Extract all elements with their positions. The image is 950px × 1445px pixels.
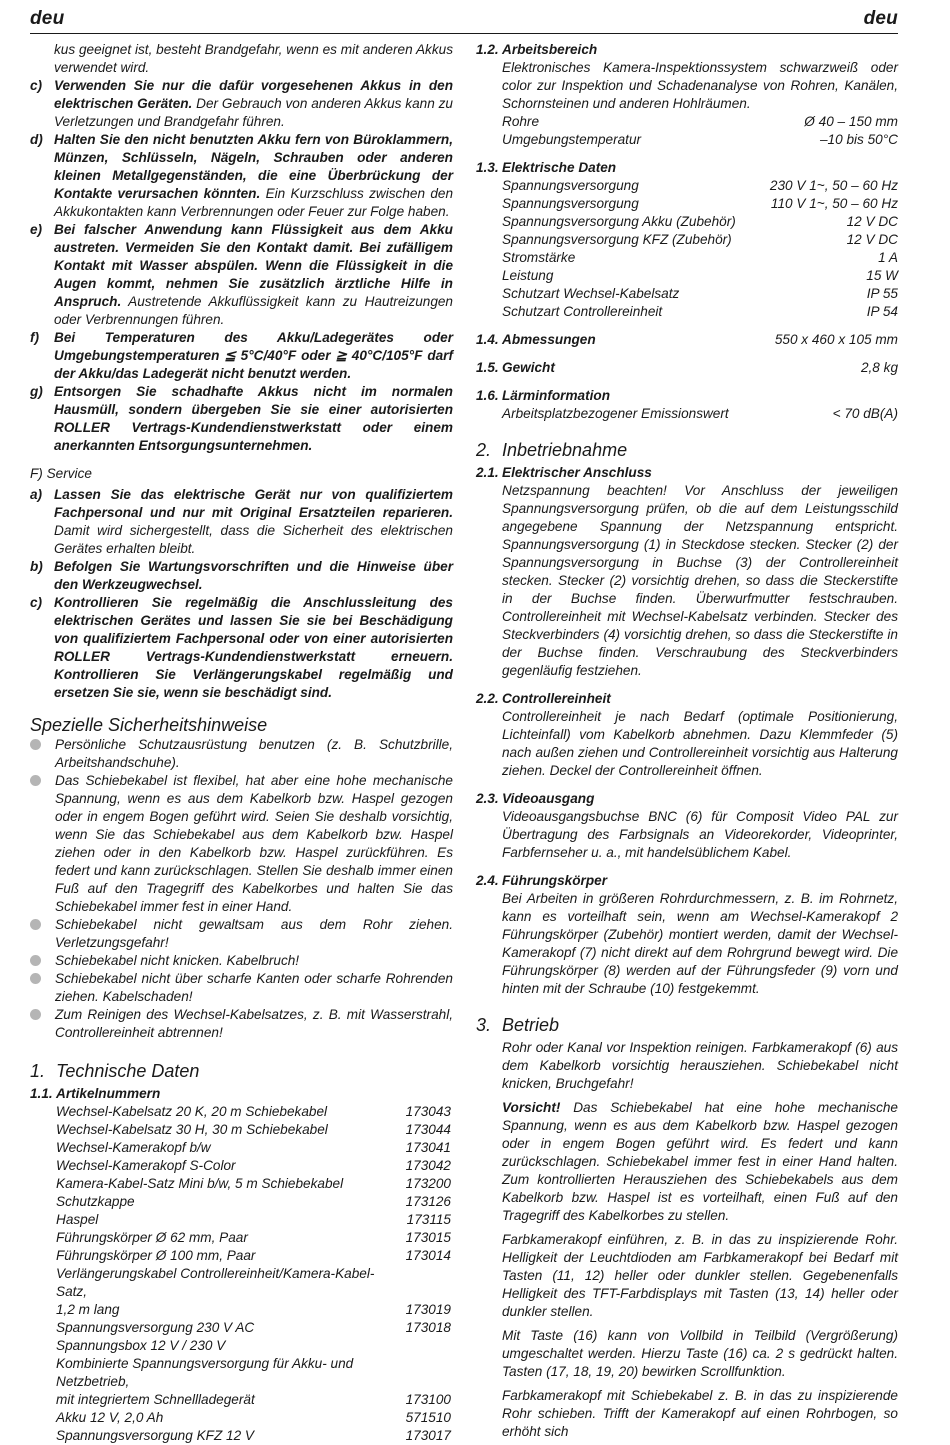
article-code: 173200	[405, 1176, 451, 1191]
article-name: Wechsel-Kabelsatz 20 K, 20 m Schiebekabel	[56, 1104, 328, 1119]
item-label: c)	[30, 78, 43, 93]
article-name: Kamera-Kabel-Satz Mini b/w, 5 m Schiebekabel	[56, 1176, 344, 1191]
bullet-item	[30, 736, 453, 772]
bullet-text: Persönliche Schutzausrüstung benutzen (z. B. Schutzbrille, Arbeitshandschuhe).	[55, 737, 453, 770]
article-row	[56, 1409, 451, 1427]
safety-item	[30, 329, 453, 383]
subsection-number: 1.5.	[476, 360, 499, 375]
article-row	[56, 1337, 451, 1355]
article-row	[56, 1103, 451, 1121]
spec-key: Stromstärke	[502, 250, 576, 265]
article-code: 571510	[405, 1410, 451, 1425]
section-title: Technische Daten	[56, 1061, 200, 1081]
spec-row	[502, 131, 898, 149]
article-code	[405, 1355, 451, 1391]
service-items	[30, 486, 453, 702]
article-name: Haspel	[56, 1212, 99, 1227]
spec-value: 12 V DC	[846, 214, 898, 229]
subsection-title: Artikelnummern	[56, 1086, 161, 1101]
article-row	[56, 1193, 451, 1211]
item-text	[54, 131, 453, 221]
article-name: Kombinierte Spannungsversorgung für Akku- und Netzbetrieb,	[56, 1356, 354, 1389]
spec-key: Spannungsversorgung	[502, 178, 639, 193]
spec-key: Spannungsversorgung Akku (Zubehör)	[502, 214, 736, 229]
article-code: 173100	[405, 1392, 451, 1407]
article-code: 173044	[405, 1122, 451, 1137]
item-bold-text: Halten Sie den nicht benutzten Akku fern von Büroklammern, Münzen, Schlüsseln, Nägeln, Schrauben oder anderen kleinen Metallgegenständen, die eine Überbrückung der Kontakte verursachen könnten.	[54, 132, 453, 201]
spec-row	[502, 213, 898, 231]
item-bold-text: Entsorgen Sie schadhafte Akkus nicht im normalen Hausmüll, sondern übergeben Sie sie einer autorisierten ROLLER Vertrags-Kundendienstwerkstatt oder einem anerkannten Entsorgungsunternehmen.	[54, 384, 453, 453]
spec-value: < 70 dB(A)	[832, 406, 898, 421]
subsection-number: 2.2.	[476, 691, 499, 706]
spec-key: Umgebungstemperatur	[502, 132, 642, 147]
article-row	[56, 1211, 451, 1229]
caution-text: Das Schiebekabel hat eine hohe mechanische Spannung, wenn es aus dem Kabelkorb bzw. Haspel gezogen oder in engem Bogen geführt wird. Es federt und kann zurückschlagen. Schiebekabel immer fest in einer Hand halten. Zum kontrollierten Herausziehen des Schiebekabels aus dem Kabelkorb bzw. Haspel ist es vorteilhaft, einen Fuß auf den Tragegriff des Kabelkorbes zu stellen.	[502, 1100, 898, 1223]
right-column	[476, 41, 898, 1441]
subsection-title: Abmessungen	[502, 332, 596, 347]
article-code: 173043	[405, 1104, 451, 1119]
spec-row	[502, 231, 898, 249]
spec-value: 15 W	[866, 268, 898, 283]
subsection-2-3-heading	[476, 790, 898, 808]
bullet-dot-icon	[30, 1009, 41, 1020]
spec-row	[502, 249, 898, 267]
section-number: 3.	[476, 1015, 492, 1035]
article-row	[56, 1265, 451, 1301]
item-text	[54, 383, 453, 455]
item-bold-text: Bei falscher Anwendung kann Flüssigkeit aus dem Akku austreten. Vermeiden Sie den Kontakt damit. Bei zufälligem Kontakt mit Wasser abspülen. Wenn die Flüssigkeit in die Augen kommt, nehmen Sie zusätzlich ärztliche Hilfe in Anspruch.	[54, 222, 453, 309]
spec-value: Ø 40 – 150 mm	[804, 114, 898, 129]
safety-item	[30, 221, 453, 329]
subsection-number: 2.1.	[476, 465, 499, 480]
article-name: Wechsel-Kabelsatz 30 H, 30 m Schiebekabel	[56, 1122, 328, 1137]
subsection-number: 1.2.	[476, 42, 499, 57]
subsection-1-6-heading	[476, 387, 898, 405]
article-row	[56, 1391, 451, 1409]
subsection-2-4-heading	[476, 872, 898, 890]
article-number-list	[30, 1103, 453, 1445]
spec-value: 230 V 1~, 50 – 60 Hz	[769, 178, 898, 193]
bullet-dot-icon	[30, 775, 41, 786]
dimensions-row	[476, 331, 898, 349]
subsection-title: Elektrischer Anschluss	[502, 465, 652, 480]
special-safety-list	[30, 736, 453, 1042]
noise-info-values	[476, 405, 898, 423]
section-title: Inbetriebnahme	[502, 440, 628, 460]
spec-row	[502, 195, 898, 213]
safety-item	[30, 131, 453, 221]
spec-value: IP 55	[866, 286, 898, 301]
continued-text: kus geeignet ist, besteht Brandgefahr, wenn es mit anderen Akkus verwendet wird.	[54, 42, 453, 75]
weight-value: 2,8 kg	[860, 360, 898, 375]
spec-key: Leistung	[502, 268, 554, 283]
weight-row	[476, 359, 898, 377]
spec-value: 110 V 1~, 50 – 60 Hz	[770, 196, 898, 211]
operation-paragraph-3: Farbkamerakopf einführen, z. B. in das zu inspizierende Rohr. Helligkeit der Leuchtdioden am Farbkamerakopf bei Bedarf mit Tasten (11, 12) heller oder dunkler stellen. Gegebenenfalls Helligkeit des TFT-Farbdisplays mit Tasten (13, 14) heller oder dunkler stellen.	[502, 1232, 898, 1319]
article-name: mit integriertem Schnellladegerät	[56, 1392, 255, 1407]
bullet-text: Schiebekabel nicht knicken. Kabelbruch!	[55, 953, 300, 968]
item-text	[54, 329, 453, 383]
spec-value: 1 A	[878, 250, 898, 265]
article-name: Führungskörper Ø 100 mm, Paar	[56, 1248, 256, 1263]
section-number: 1.	[30, 1061, 46, 1081]
subsection-number: 2.4.	[476, 873, 499, 888]
spec-key: Schutzart Controllereinheit	[502, 304, 663, 319]
bullet-dot-icon	[30, 919, 41, 930]
electrical-connection-text: Netzspannung beachten! Vor Anschluss der jeweiligen Spannungsversorgung prüfen, ob die auf dem Leistungsschild angegebene Spannung der Netzspannung entspricht. Spannungsversorgung (1) in Steckdose stecken. Stecker (2) der Spannungsversorgung in Buchse (3) der Controllereinheit stecken. Stecker (2) vorsichtig drehen, so dass die Steckerstifte in der Buchse finden. Überwurfmutter festschrauben. Controllereinheit mit Wechsel-Kabelsatz verbinden. Stecker des Steckverbinders (4) vorsichtig drehen, so dass die Steckerstifte in der Buchse finden. Verschraubung des Steckverbinders gegenläufig festziehen.	[502, 483, 898, 678]
article-row	[56, 1175, 451, 1193]
article-code: 173041	[405, 1140, 451, 1155]
item-bold-text: Kontrollieren Sie regelmäßig die Anschlussleitung des elektrischen Gerätes und lassen Sie sie bei Beschädigung von qualifiziertem Fachpersonal oder von einer autorisierten ROLLER Vertrags-Kundendienstwerkstatt erneuern. Kontrollieren Sie Verlängerungskabel regelmäßig und ersetzen Sie sie, wenn sie beschädigt sind.	[54, 595, 453, 700]
article-code: 173042	[405, 1158, 451, 1173]
article-code: 173014	[405, 1248, 451, 1263]
article-row	[56, 1157, 451, 1175]
article-name: Akku 12 V, 2,0 Ah	[56, 1410, 164, 1425]
item-label: b)	[30, 559, 43, 574]
item-bold-text: Lassen Sie das elektrische Gerät nur von qualifiziertem Fachpersonal und nur mit Original Ersatzteilen reparieren.	[54, 487, 453, 520]
left-column	[30, 41, 453, 1445]
article-code	[405, 1265, 451, 1301]
bullet-dot-icon	[30, 973, 41, 984]
item-text	[54, 221, 453, 329]
bullet-text: Schiebekabel nicht über scharfe Kanten oder scharfe Rohrenden ziehen. Kabelschaden!	[55, 971, 453, 1004]
subsection-number: 2.3.	[476, 791, 499, 806]
battery-safety-items	[30, 77, 453, 455]
header-rule	[30, 33, 898, 34]
section-3-heading	[476, 1014, 898, 1036]
subsection-number: 1.3.	[476, 160, 499, 175]
item-regular-text: Damit wird sichergestellt, dass die Sicherheit des elektrischen Gerätes erhalten bleibt.	[54, 523, 453, 556]
item-regular-text: Austretende Akkuflüssigkeit kann zu Hautreizungen oder Verbrennungen führen.	[54, 294, 453, 327]
section-title: Betrieb	[502, 1015, 560, 1035]
article-code: 173115	[406, 1212, 451, 1227]
item-text	[54, 594, 453, 702]
item-label: g)	[30, 384, 43, 399]
electrical-data-values	[476, 177, 898, 321]
subsection-title: Lärminformation	[502, 388, 610, 403]
service-title: F) Service	[30, 466, 92, 481]
bullet-dot-icon	[30, 955, 41, 966]
article-code: 173015	[405, 1230, 451, 1245]
spec-row	[502, 113, 898, 131]
safety-item	[30, 558, 453, 594]
bullet-dot-icon	[30, 739, 41, 750]
operation-paragraph-5: Farbkamerakopf mit Schiebekabel z. B. in das zu inspizierende Rohr schieben. Trifft der Kamerakopf auf einen Rohrbogen, so erhöht sich	[502, 1388, 898, 1439]
article-name: Verlängerungskabel Controllereinheit/Kamera-Kabel-Satz,	[56, 1266, 375, 1299]
bullet-item	[30, 970, 453, 1006]
article-row	[56, 1139, 451, 1157]
article-code: 173019	[405, 1302, 451, 1317]
article-name: Schutzkappe	[56, 1194, 135, 1209]
bullet-item	[30, 1006, 453, 1042]
article-name: Führungskörper Ø 62 mm, Paar	[56, 1230, 248, 1245]
item-bold-text: Bei Temperaturen des Akku/Ladegerätes oder Umgebungstemperaturen ≦ 5°C/40°F oder ≧ 40°C/105°F darf der Akku/das Ladegerät nicht benutzt werden.	[54, 330, 453, 381]
dimensions-value: 550 x 460 x 105 mm	[774, 332, 898, 347]
safety-item	[30, 594, 453, 702]
guide-body-text: Bei Arbeiten in größeren Rohrdurchmessern, z. B. im Rohrnetz, kann es vorteilhaft sein, wenn am Wechsel-Kamerakopf 2 Führungskörper (Zubehör) montiert werden, damit der Wechsel-Kamerakopf (7) nicht direkt auf dem Rohrgrund bewegt wird. Die Führungskörper (8) werden auf der Führungsfeder (9) vorn und hinten mit der Schraube (10) festgekemmt.	[502, 891, 898, 996]
item-text	[54, 558, 453, 594]
operation-paragraph-2	[476, 1099, 898, 1225]
subsection-1-2-heading	[476, 41, 898, 59]
section-1-heading	[30, 1060, 453, 1082]
subsection-1-3-heading	[476, 159, 898, 177]
subsection-title: Arbeitsbereich	[502, 42, 598, 57]
subsection-title: Controllereinheit	[502, 691, 611, 706]
section-number: 2.	[476, 440, 492, 460]
item-label: d)	[30, 132, 43, 147]
caution-label: Vorsicht!	[502, 1100, 561, 1115]
article-name: Wechsel-Kamerakopf S-Color	[56, 1158, 236, 1173]
subsection-title: Elektrische Daten	[502, 160, 617, 175]
article-row	[56, 1247, 451, 1265]
item-text	[54, 77, 453, 131]
safety-item	[30, 77, 453, 131]
spec-key: Arbeitsplatzbezogener Emissionswert	[502, 406, 729, 421]
subsection-title: Gewicht	[502, 360, 555, 375]
article-name: Spannungsversorgung 230 V AC	[56, 1320, 255, 1335]
spec-value: 12 V DC	[846, 232, 898, 247]
spec-row	[502, 303, 898, 321]
subsection-title: Videoausgang	[502, 791, 595, 806]
special-safety-title: Spezielle Sicherheitshinweise	[30, 715, 268, 735]
item-label: a)	[30, 487, 43, 502]
working-range-text: Elektronisches Kamera-Inspektionssystem schwarzweiß oder color zur Inspektion und Schadenanalyse von Rohren, Kanälen, Schornsteinen und anderen Hohlräumen.	[502, 60, 898, 111]
spec-key: Spannungsversorgung	[502, 196, 639, 211]
subsection-number: 1.1.	[30, 1086, 53, 1101]
item-bold-text: Befolgen Sie Wartungsvorschriften und die Hinweise über den Werkzeugwechsel.	[54, 559, 453, 592]
bullet-text: Das Schiebekabel ist flexibel, hat aber eine hohe mechanische Spannung, wenn es aus dem Kabelkorb bzw. Haspel gezogen oder in engem Bogen geführt wird. Seien Sie deshalb vorsichtig, wenn Sie das Schiebekabel aus dem Kabelkorb bzw. Haspel ziehen oder in den Kabelkorb bzw. Haspel zurückführen. Es federt und kann zurückschlagen. Stellen Sie deshalb immer einen Fuß auf den Tragegriff des Kabelkorbes und halten Sie das Schiebekabel immer fest in einer Hand.	[55, 773, 453, 914]
subsection-number: 1.6.	[476, 388, 499, 403]
header-language-right: deu	[863, 8, 898, 29]
subsection-title: Führungskörper	[502, 873, 607, 888]
safety-item	[30, 383, 453, 455]
video-output-text: Videoausgangsbuchse BNC (6) für Composit Video PAL zur Übertragung des Farbsignals an Videorekorder, Videoprinter, Farbfernseher u. a., mit handelsüblichem Kabel.	[502, 809, 898, 860]
subsection-number: 1.4.	[476, 332, 499, 347]
bullet-text: Schiebekabel nicht gewaltsam aus dem Rohr ziehen. Verletzungsgefahr!	[55, 917, 453, 950]
item-regular-text: Der Gebrauch von anderen Akkus kann zu Verletzungen und Brandgefahr führen.	[54, 96, 453, 129]
item-label: c)	[30, 595, 43, 610]
spec-value: –10 bis 50°C	[820, 132, 898, 147]
header-language-left: deu	[30, 8, 65, 29]
article-name: Wechsel-Kamerakopf b/w	[56, 1140, 211, 1155]
article-row	[56, 1121, 451, 1139]
bullet-item	[30, 772, 453, 916]
spec-row	[502, 285, 898, 303]
spec-key: Rohre	[502, 114, 540, 129]
article-name: Spannungsversorgung KFZ 12 V	[56, 1428, 254, 1443]
article-row	[56, 1229, 451, 1247]
item-bold-text: Verwenden Sie nur die dafür vorgesehenen Akkus in den elektrischen Geräten.	[54, 78, 453, 111]
operation-paragraph-1: Rohr oder Kanal vor Inspektion reinigen. Farbkamerakopf (6) aus dem Kabelkorb vorsichtig herausziehen. Schiebekabel nicht knicken, Bruchgefahr!	[502, 1040, 898, 1091]
item-text	[54, 486, 453, 558]
article-row	[56, 1301, 451, 1319]
item-label: e)	[30, 222, 43, 237]
safety-item	[30, 486, 453, 558]
article-name: Spannungsbox 12 V / 230 V	[56, 1338, 226, 1353]
spec-value: IP 54	[866, 304, 898, 319]
article-row	[56, 1355, 451, 1391]
bullet-text: Zum Reinigen des Wechsel-Kabelsatzes, z. B. mit Wasserstrahl, Controllereinheit abtrennen!	[55, 1007, 453, 1040]
working-range-values	[476, 113, 898, 149]
item-label: f)	[30, 330, 40, 345]
article-code: 173017	[405, 1428, 451, 1443]
bullet-item	[30, 952, 453, 970]
operation-paragraph-4: Mit Taste (16) kann von Vollbild in Teilbild (Vergrößerung) umgeschaltet werden. Hierzu Taste (16) ca. 2 s gedrückt halten. Tasten (17, 18, 19, 20) bewirken Scrollfunktion.	[502, 1328, 898, 1379]
spec-row	[502, 267, 898, 285]
article-code: 173126	[405, 1194, 451, 1209]
article-code: 173018	[405, 1320, 451, 1335]
section-2-heading	[476, 439, 898, 461]
controller-unit-text: Controllereinheit je nach Bedarf (optimale Positionierung, Lichteinfall) vom Kabelkorb abnehmen. Dazu Klemmfeder (5) nach außen ziehen und Controllereinheit vorsichtig aus Halterung ziehen. Deckel der Controllereinheit öffnen.	[502, 709, 898, 778]
spec-row	[502, 177, 898, 195]
article-code	[405, 1337, 451, 1355]
article-name: 1,2 m lang	[56, 1302, 120, 1317]
spec-key: Spannungsversorgung KFZ (Zubehör)	[502, 232, 732, 247]
subsection-1-1-heading	[30, 1085, 453, 1103]
spec-key: Schutzart Wechsel-Kabelsatz	[502, 286, 680, 301]
subsection-2-1-heading	[476, 464, 898, 482]
item-regular-text: Ein Kurzschluss zwischen den Akkukontakten kann Verbrennungen oder Feuer zur Folge haben.	[54, 186, 454, 219]
article-row	[56, 1319, 451, 1337]
bullet-item	[30, 916, 453, 952]
spec-row	[502, 405, 898, 423]
article-row	[56, 1427, 451, 1445]
subsection-2-2-heading	[476, 690, 898, 708]
